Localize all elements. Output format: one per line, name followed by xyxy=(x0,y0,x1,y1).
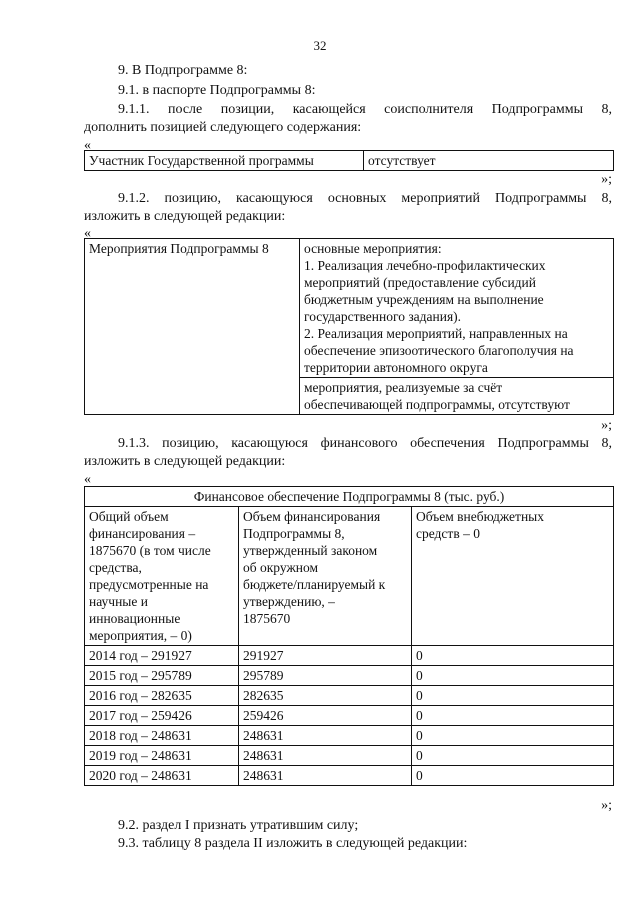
finance-year-cell: 2014 год – 291927 xyxy=(85,646,239,666)
col2-header-line: Подпрограммы 8, xyxy=(243,526,345,541)
item-9-1-2-line1: 9.1.2. позицию, касающуюся основных мероприятий Подпрограммы 8, xyxy=(118,191,612,206)
activities-support-line: обеспечивающей подпрограммы, отсутствуют xyxy=(304,397,570,412)
finance-budget-cell: 282635 xyxy=(239,686,412,706)
item-9-3: 9.3. таблицу 8 раздела II изложить в следующей редакции: xyxy=(118,836,468,851)
finance-year-cell: 2020 год – 248631 xyxy=(85,766,239,786)
col1-header-line: предусмотренные на xyxy=(89,577,209,592)
open-quote-2: « xyxy=(84,226,91,241)
col3-header-line: средств – 0 xyxy=(416,526,480,541)
activities-main-line: 2. Реализация мероприятий, направленных на xyxy=(304,326,568,341)
participant-value: отсутствует xyxy=(364,151,614,171)
finance-row xyxy=(85,766,614,786)
finance-offbudget-cell: 0 xyxy=(412,666,614,686)
close-quote-2: »; xyxy=(601,418,612,433)
close-quote-3: »; xyxy=(601,798,612,813)
col3-header-line: Объем внебюджетных xyxy=(416,509,544,524)
page-number: 32 xyxy=(313,38,327,53)
finance-offbudget-cell: 0 xyxy=(412,766,614,786)
col2-header-line: об окружном xyxy=(243,560,319,575)
open-quote-3: « xyxy=(84,472,91,487)
finance-row xyxy=(85,666,614,686)
section-heading: 9. В Подпрограмме 8: xyxy=(118,63,248,78)
col2-header-line: бюджете/планируемый к xyxy=(243,577,386,592)
col1-header-line: инновационные xyxy=(89,611,181,626)
item-9-1-1-line2: дополнить позицией следующего содержания: xyxy=(84,120,362,135)
finance-row xyxy=(85,686,614,706)
participant-table xyxy=(84,150,614,171)
finance-offbudget-cell: 0 xyxy=(412,726,614,746)
col1-header-line: 1875670 (в том числе xyxy=(89,543,211,558)
col1-header-line: средства, xyxy=(89,560,142,575)
activities-main-line: обеспечение эпизоотического благополучия на xyxy=(304,343,574,358)
activities-main xyxy=(300,239,614,378)
finance-year-cell: 2019 год – 248631 xyxy=(85,746,239,766)
finance-col3-header xyxy=(412,507,614,646)
col2-header-line: Объем финансирования xyxy=(243,509,381,524)
activities-main-line: территории автономного округа xyxy=(304,360,488,375)
open-quote-1: « xyxy=(84,138,91,153)
item-9-1-3-line2: изложить в следующей редакции: xyxy=(84,454,286,469)
finance-row xyxy=(85,646,614,666)
finance-offbudget-cell: 0 xyxy=(412,646,614,666)
finance-col1-header xyxy=(85,507,239,646)
subsection-1: 9.1. в паспорте Подпрограммы 8: xyxy=(118,83,316,98)
col1-header-line: мероприятия, – 0) xyxy=(89,628,192,643)
col2-header-line: утверждению, – xyxy=(243,594,335,609)
activities-support xyxy=(300,378,614,415)
activities-main-line: 1. Реализация лечебно-профилактических xyxy=(304,258,546,273)
finance-title: Финансовое обеспечение Подпрограммы 8 (тыс. руб.) xyxy=(85,487,614,507)
col1-header-line: Общий объем xyxy=(89,509,169,524)
finance-offbudget-cell: 0 xyxy=(412,746,614,766)
item-9-1-1-line1: 9.1.1. после позиции, касающейся соисполнителя Подпрограммы 8, xyxy=(118,102,612,117)
finance-offbudget-cell: 0 xyxy=(412,706,614,726)
finance-budget-cell: 259426 xyxy=(239,706,412,726)
participant-label: Участник Государственной программы xyxy=(85,151,364,171)
col2-header-line: утвержденный законом xyxy=(243,543,378,558)
activities-table xyxy=(84,238,614,415)
finance-year-cell: 2018 год – 248631 xyxy=(85,726,239,746)
item-9-2: 9.2. раздел I признать утратившим силу; xyxy=(118,818,359,833)
col1-header-line: научные и xyxy=(89,594,148,609)
finance-col2-header xyxy=(239,507,412,646)
finance-row xyxy=(85,746,614,766)
activities-main-line: бюджетным учреждениям на выполнение xyxy=(304,292,544,307)
activities-main-line: мероприятий (предоставление субсидий xyxy=(304,275,536,290)
finance-row xyxy=(85,726,614,746)
activities-label: Мероприятия Подпрограммы 8 xyxy=(85,239,300,415)
finance-year-cell: 2015 год – 295789 xyxy=(85,666,239,686)
close-quote-1: »; xyxy=(601,172,612,187)
finance-budget-cell: 248631 xyxy=(239,746,412,766)
finance-year-cell: 2017 год – 259426 xyxy=(85,706,239,726)
item-9-1-2-line2: изложить в следующей редакции: xyxy=(84,209,286,224)
item-9-1-3-line1: 9.1.3. позицию, касающуюся финансового обеспечения Подпрограммы 8, xyxy=(118,436,612,451)
finance-budget-cell: 248631 xyxy=(239,766,412,786)
col2-header-line: 1875670 xyxy=(243,611,291,626)
activities-main-line: государственного задания). xyxy=(304,309,462,324)
finance-table xyxy=(84,486,614,786)
finance-row xyxy=(85,706,614,726)
finance-year-cell: 2016 год – 282635 xyxy=(85,686,239,706)
col1-header-line: финансирования – xyxy=(89,526,196,541)
activities-main-line: основные мероприятия: xyxy=(304,241,442,256)
finance-budget-cell: 291927 xyxy=(239,646,412,666)
finance-budget-cell: 295789 xyxy=(239,666,412,686)
finance-budget-cell: 248631 xyxy=(239,726,412,746)
activities-support-line: мероприятия, реализуемые за счёт xyxy=(304,380,503,395)
finance-offbudget-cell: 0 xyxy=(412,686,614,706)
